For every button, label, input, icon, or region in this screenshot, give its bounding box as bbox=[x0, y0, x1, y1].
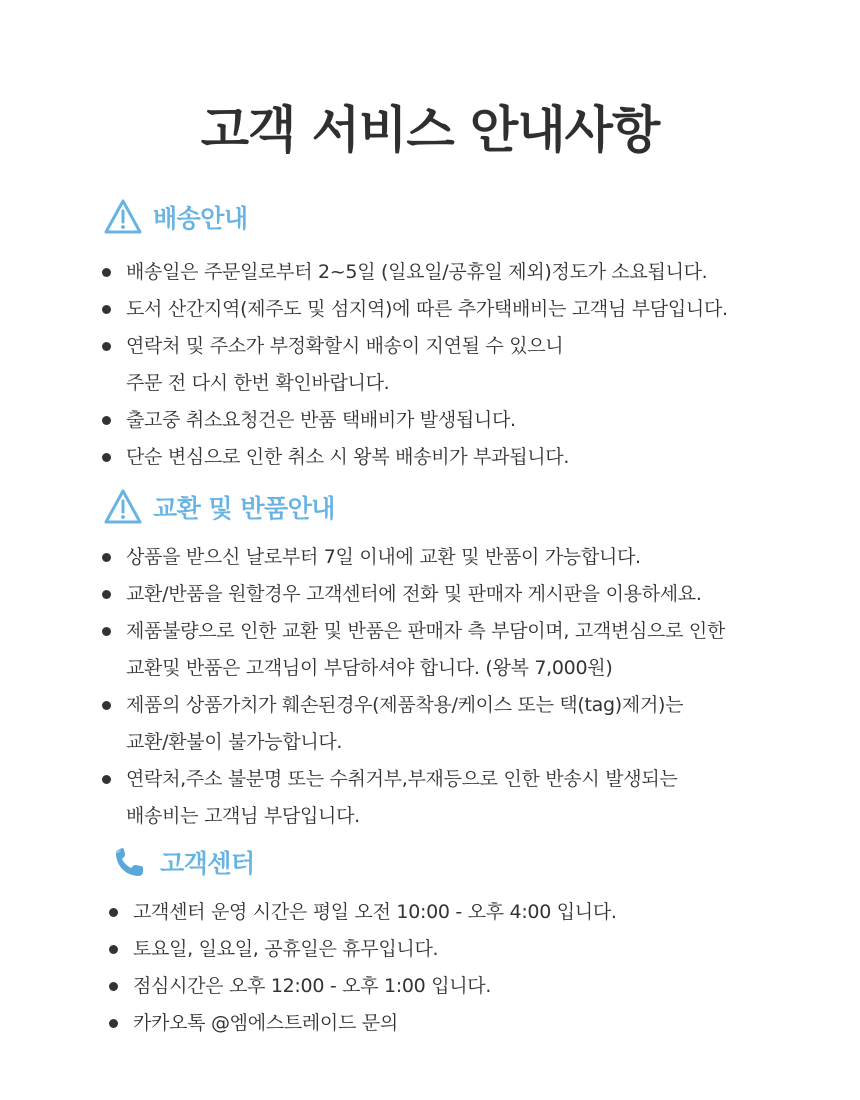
shipping-list bbox=[102, 254, 728, 476]
section-title-customer-center: 고객센터 bbox=[160, 849, 255, 878]
list-item: 상품을 받으신 날로부터 7일 이내에 교환 및 반품이 가능합니다. bbox=[102, 539, 725, 576]
section-header-shipping bbox=[103, 195, 248, 239]
list-item: 제품의 상품가치가 훼손된경우(제품착용/케이스 또는 택(tag)제거)는 교환/환불이 불가능합니다. bbox=[102, 687, 725, 761]
section-title-returns: 교환 및 반품안내 bbox=[153, 494, 335, 523]
warning-icon bbox=[103, 487, 143, 527]
list-item: 교환/반품을 원할경우 고객센터에 전화 및 판매자 게시판을 이용하세요. bbox=[102, 576, 725, 613]
list-item: 제품불량으로 인한 교환 및 반품은 판매자 측 부담이며, 고객변심으로 인한 교환및 반품은 고객님이 부담하셔야 합니다. (왕복 7,000원) bbox=[102, 613, 725, 687]
list-item: 점심시간은 오후 12:00 - 오후 1:00 입니다. bbox=[109, 968, 617, 1005]
list-item: 카카오톡 @엠에스트레이드 문의 bbox=[109, 1005, 617, 1042]
list-item: 토요일, 일요일, 공휴일은 휴무입니다. bbox=[109, 931, 617, 968]
customer-center-list bbox=[109, 894, 617, 1042]
list-item: 연락처 및 주소가 부정확할시 배송이 지연될 수 있으니 주문 전 다시 한번 확인바랍니다. bbox=[102, 328, 728, 402]
section-title-shipping: 배송안내 bbox=[153, 204, 248, 233]
list-item: 출고중 취소요청건은 반품 택배비가 발생됩니다. bbox=[102, 402, 728, 439]
phone-icon bbox=[110, 842, 150, 882]
returns-list bbox=[102, 539, 725, 835]
list-item: 고객센터 운영 시간은 평일 오전 10:00 - 오후 4:00 입니다. bbox=[109, 894, 617, 931]
page-title: 고객 서비스 안내사항 bbox=[200, 101, 660, 159]
list-item: 단순 변심으로 인한 취소 시 왕복 배송비가 부과됩니다. bbox=[102, 439, 728, 476]
section-header-returns bbox=[103, 485, 335, 529]
list-item: 배송일은 주문일로부터 2~5일 (일요일/공휴일 제외)정도가 소요됩니다. bbox=[102, 254, 728, 291]
list-item: 연락처,주소 불분명 또는 수취거부,부재등으로 인한 반송시 발생되는 배송비는 고객님 부담입니다. bbox=[102, 761, 725, 835]
list-item: 도서 산간지역(제주도 및 섬지역)에 따른 추가택배비는 고객님 부담입니다. bbox=[102, 291, 728, 328]
section-header-customer-center bbox=[110, 840, 255, 884]
warning-icon bbox=[103, 197, 143, 237]
